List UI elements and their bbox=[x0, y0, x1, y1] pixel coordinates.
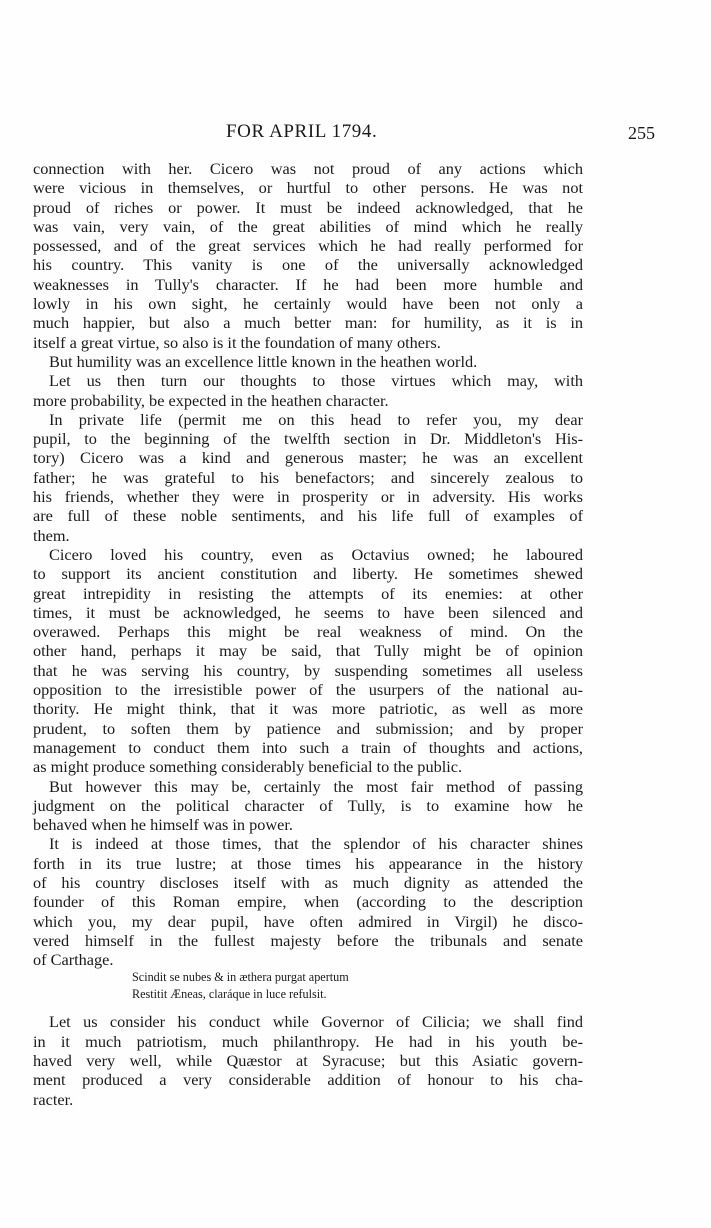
text-line: his friends, whether they were in prosperity or in adversity. His works bbox=[33, 487, 583, 507]
text-line: that he was serving his country, by suspending sometimes all useless bbox=[33, 660, 583, 680]
text-line: management to conduct them into such a train of thoughts and actions, bbox=[33, 737, 583, 757]
text-line: weaknesses in Tully's character. If he had been more humble and bbox=[33, 274, 583, 294]
text-line: overawed. Perhaps this might be real weakness of mind. On the bbox=[33, 622, 583, 642]
text-line: was vain, very vain, of the great abilities of mind which he really bbox=[33, 216, 583, 236]
text-line: of his country discloses itself with as much dignity as attended the bbox=[33, 872, 583, 892]
running-title: FOR APRIL 1794. bbox=[226, 121, 378, 142]
text-line: forth in its true lustre; at those times his appearance in the history bbox=[33, 853, 583, 873]
paragraph-start-line: Let us then turn our thoughts to those virtues which may, with bbox=[49, 371, 583, 391]
page-header bbox=[0, 121, 711, 147]
paragraph-start-line: But humility was an excellence little known in the heathen world. bbox=[49, 351, 478, 371]
text-line: vered himself in the fullest majesty before the tribunals and senate bbox=[33, 930, 583, 950]
text-line: as might produce something considerably beneficial to the public. bbox=[33, 757, 463, 777]
text-line: in it much patriotism, much philanthropy. He had in his youth be- bbox=[33, 1031, 583, 1051]
paragraph-start-line: Cicero loved his country, even as Octavius owned; he laboured bbox=[49, 544, 583, 564]
text-line: haved very well, while Quæstor at Syracuse; but this Asiatic govern- bbox=[33, 1051, 583, 1071]
text-line: pupil, to the beginning of the twelfth section in Dr. Middleton's His- bbox=[33, 429, 583, 449]
text-line: much happier, but also a much better man: for humility, as it is in bbox=[33, 313, 583, 333]
text-line: to support its ancient constitution and liberty. He sometimes shewed bbox=[33, 564, 583, 584]
text-line: behaved when he himself was in power. bbox=[33, 815, 293, 835]
text-line: prudent, to soften them by patience and submission; and by proper bbox=[33, 718, 583, 738]
paragraph-start-line: Let us consider his conduct while Governor of Cilicia; we shall find bbox=[49, 1012, 583, 1032]
paragraph-start-line: It is indeed at those times, that the splendor of his character shines bbox=[49, 834, 583, 854]
text-line: judgment on the political character of Tully, is to examine how he bbox=[33, 795, 583, 815]
page-number: 255 bbox=[628, 123, 655, 143]
text-line: more probability, be expected in the heathen character. bbox=[33, 390, 389, 410]
paragraph-start-line: In private life (permit me on this head to refer you, my dear bbox=[49, 409, 583, 429]
text-line: founder of this Roman empire, when (according to the description bbox=[33, 892, 583, 912]
text-line: possessed, and of the great services which he had really performed for bbox=[33, 236, 583, 256]
text-line: proud of riches or power. It must be indeed acknowledged, that he bbox=[33, 197, 583, 217]
text-line: father; he was grateful to his benefactors; and sincerely zealous to bbox=[33, 467, 583, 487]
paragraph-start-line: But however this may be, certainly the most fair method of passing bbox=[49, 776, 583, 796]
text-line: lowly in his own sight, he certainly would have been not only a bbox=[33, 294, 583, 314]
text-line: which you, my dear pupil, have often admired in Virgil) he disco- bbox=[33, 911, 583, 931]
body-text bbox=[33, 159, 583, 1109]
text-line: times, it must be acknowledged, he seems to have been silenced and bbox=[33, 602, 583, 622]
text-line: them. bbox=[33, 525, 70, 545]
text-line: are full of these noble sentiments, and his life full of examples of bbox=[33, 506, 583, 526]
text-line: racter. bbox=[33, 1089, 74, 1109]
text-line: connection with her. Cicero was not proud of any actions which bbox=[33, 159, 583, 178]
text-line: ment produced a very considerable addition of honour to his cha- bbox=[33, 1070, 583, 1090]
text-line: great intrepidity in resisting the attempts of its enemies: at other bbox=[33, 583, 583, 603]
text-line: tory) Cicero was a kind and generous master; he was an excellent bbox=[33, 448, 583, 468]
text-line: thority. He might think, that it was more patriotic, as well as more bbox=[33, 699, 583, 719]
text-line: itself a great virtue, so also is it the foundation of many others. bbox=[33, 332, 441, 352]
verse-quotation bbox=[33, 969, 583, 1002]
text-line: his country. This vanity is one of the universally acknowledged bbox=[33, 255, 583, 275]
text-line: opposition to the irresistible power of the usurpers of the national au- bbox=[33, 680, 583, 700]
text-line: of Carthage. bbox=[33, 950, 114, 970]
quote-line: Scindit se nubes & in æthera purgat apertum bbox=[132, 970, 349, 985]
quote-line: Restitit Æneas, claráque in luce refulsit. bbox=[132, 986, 327, 1001]
text-line: were vicious in themselves, or hurtful to other persons. He was not bbox=[33, 178, 583, 198]
text-line: other hand, perhaps it may be said, that Tully might be of opinion bbox=[33, 641, 583, 661]
